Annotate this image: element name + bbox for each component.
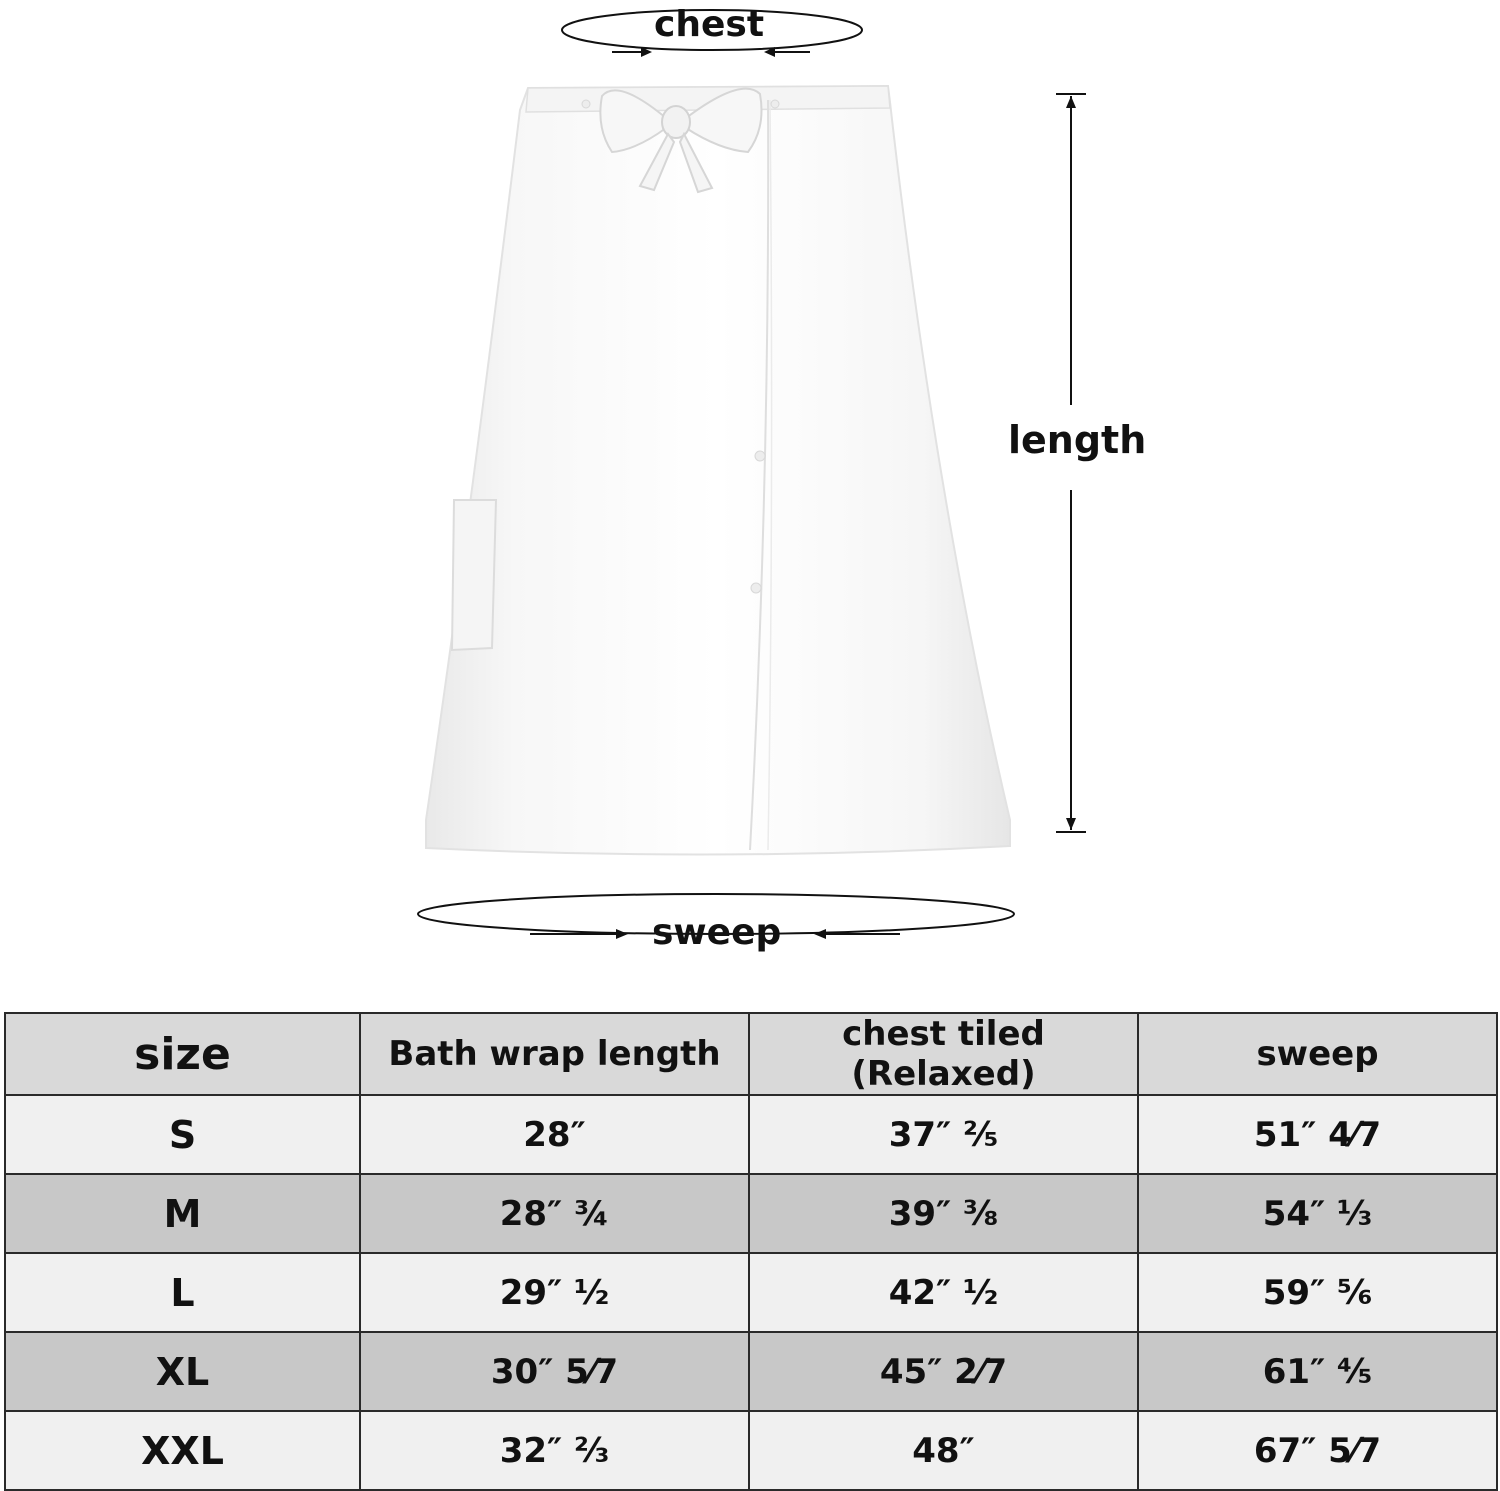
bath-wrap-garment <box>426 86 1010 855</box>
table-row <box>5 1253 1497 1332</box>
table-row <box>5 1411 1497 1490</box>
header-chest: chest tiled (Relaxed) <box>749 1013 1138 1095</box>
table-row <box>5 1095 1497 1174</box>
chest-cell: 37″ ⅖ <box>749 1095 1138 1174</box>
length-cell: 32″ ⅔ <box>360 1411 749 1490</box>
sweep-cell: 67″ 5⁄7 <box>1138 1411 1497 1490</box>
header-sweep: sweep <box>1138 1013 1497 1095</box>
length-label: length <box>1008 418 1147 462</box>
length-cell: 30″ 5⁄7 <box>360 1332 749 1411</box>
table-row <box>5 1174 1497 1253</box>
chest-label: chest <box>654 4 765 45</box>
length-measure-icon <box>1056 94 1086 832</box>
size-cell: M <box>5 1174 360 1253</box>
length-cell: 28″ ¾ <box>360 1174 749 1253</box>
sweep-label: sweep <box>652 912 782 953</box>
sweep-cell: 51″ 4⁄7 <box>1138 1095 1497 1174</box>
length-cell: 28″ <box>360 1095 749 1174</box>
header-size: size <box>5 1013 360 1095</box>
size-cell: L <box>5 1253 360 1332</box>
sweep-cell: 59″ ⅚ <box>1138 1253 1497 1332</box>
size-cell: XL <box>5 1332 360 1411</box>
chest-cell: 42″ ½ <box>749 1253 1138 1332</box>
length-cell: 29″ ½ <box>360 1253 749 1332</box>
sweep-cell: 54″ ⅓ <box>1138 1174 1497 1253</box>
header-length: Bath wrap length <box>360 1013 749 1095</box>
chest-cell: 39″ ⅜ <box>749 1174 1138 1253</box>
sweep-cell: 61″ ⅘ <box>1138 1332 1497 1411</box>
table-header-row <box>5 1013 1497 1095</box>
chest-cell: 48″ <box>749 1411 1138 1490</box>
table-row <box>5 1332 1497 1411</box>
size-chart-table <box>4 1012 1498 1491</box>
chest-cell: 45″ 2⁄7 <box>749 1332 1138 1411</box>
size-cell: S <box>5 1095 360 1174</box>
size-cell: XXL <box>5 1411 360 1490</box>
